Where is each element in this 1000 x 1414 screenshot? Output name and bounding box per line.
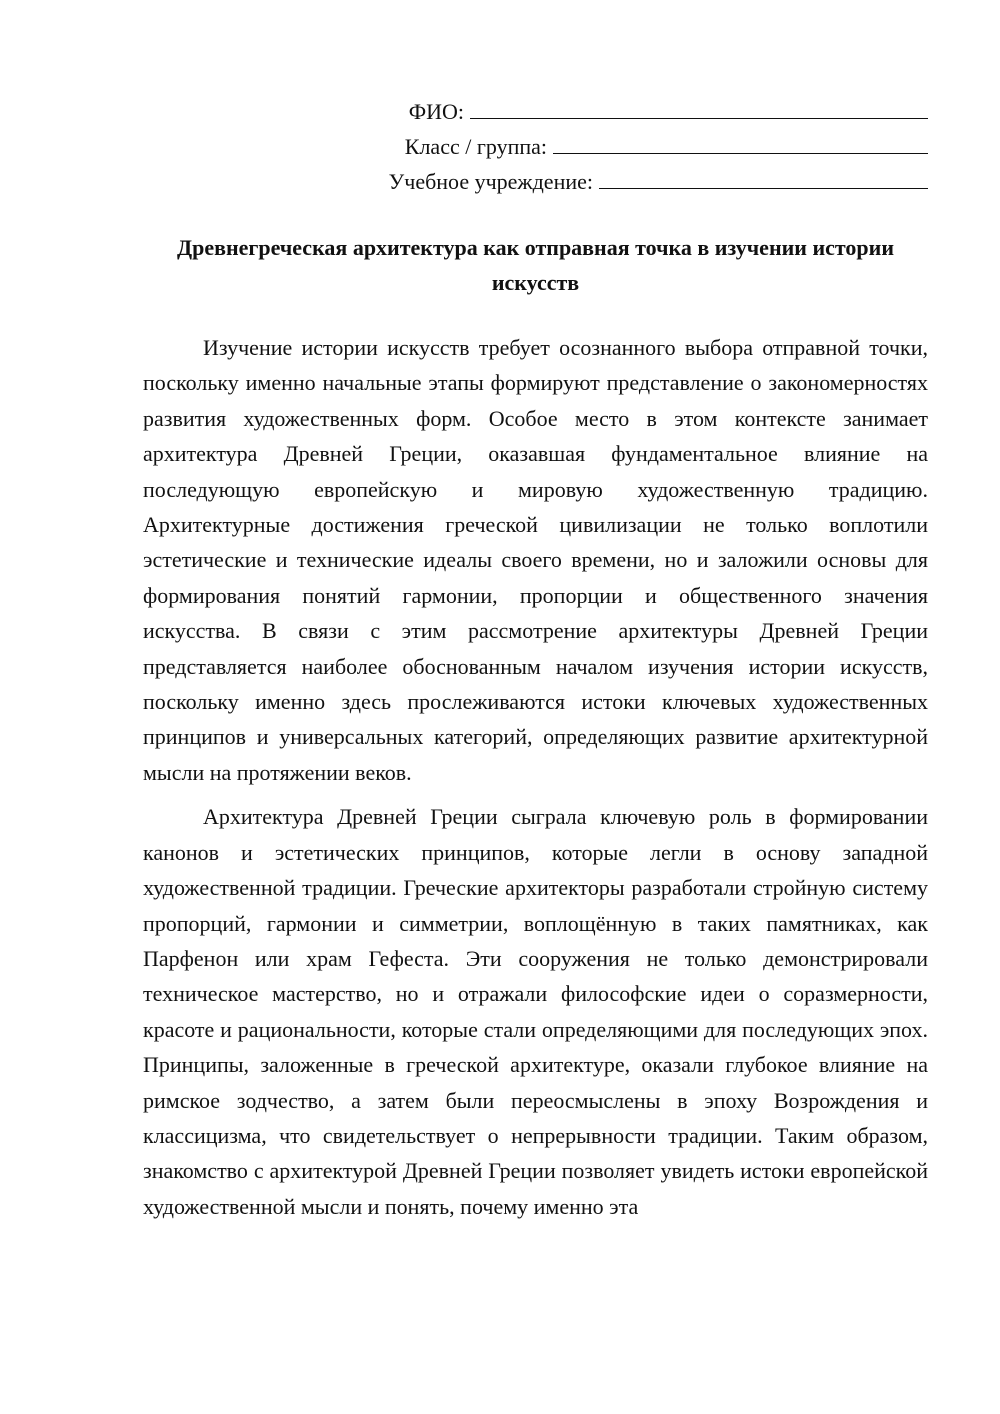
title-line-2: искусств [491,270,580,295]
document-title [143,230,928,300]
school-label: Учебное учреждение: [388,169,593,194]
class-field [328,129,928,164]
paragraph-1: Изучение истории искусств требует осознанного выбора отправной точки, поскольку именно начальные этапы формируют представление о закономерностях развития художественных форм. Особое место в этом контексте занимает архитектура Древней Греции, оказавшая фундаментальное влияние на последующую европейскую и мировую художественную традицию. Архитектурные достижения греческой цивилизации не только воплотили эстетические и технические идеалы своего времени, но и заложили основы для формирования понятий гармонии, пропорции и общественного значения искусства. В связи с этим рассмотрение архитектуры Древней Греции представляется наиболее обоснованным началом изучения истории искусств, поскольку именно здесь прослеживаются истоки ключевых художественных принципов и универсальных категорий, определяющих развитие архитектурной мысли на протяжении веков. [143,335,928,785]
title-line-1: Древнегреческая архитектура как отправная точка в изучении истории [176,235,895,260]
student-info-fields [328,94,928,199]
school-field [328,164,928,199]
document-body [143,330,928,1233]
class-label: Класс / группа: [404,134,547,159]
fio-blank-line[interactable] [470,98,928,119]
class-blank-line[interactable] [553,133,928,154]
fio-field [328,94,928,129]
school-blank-line[interactable] [599,168,928,189]
paragraph-2: Архитектура Древней Греции сыграла ключевую роль в формировании канонов и эстетических принципов, которые легли в основу западной художественной традиции. Греческие архитекторы разработали стройную систему пропорций, гармонии и симметрии, воплощённую в таких памятниках, как Парфенон или храм Гефеста. Эти сооружения не только демонстрировали техническое мастерство, но и отражали философские идеи о соразмерности, красоте и рациональности, которые стали определяющими для последующих эпох. Принципы, заложенные в греческой архитектуре, оказали глубокое влияние на римское зодчество, а затем были переосмыслены в эпоху Возрождения и классицизма, что свидетельствует о непрерывности традиции. Таким образом, знакомство с архитектурой Древней Греции позволяет увидеть истоки европейской художественной мысли и понять, почему именно эта [143,804,928,1219]
fio-label: ФИО: [408,99,464,124]
